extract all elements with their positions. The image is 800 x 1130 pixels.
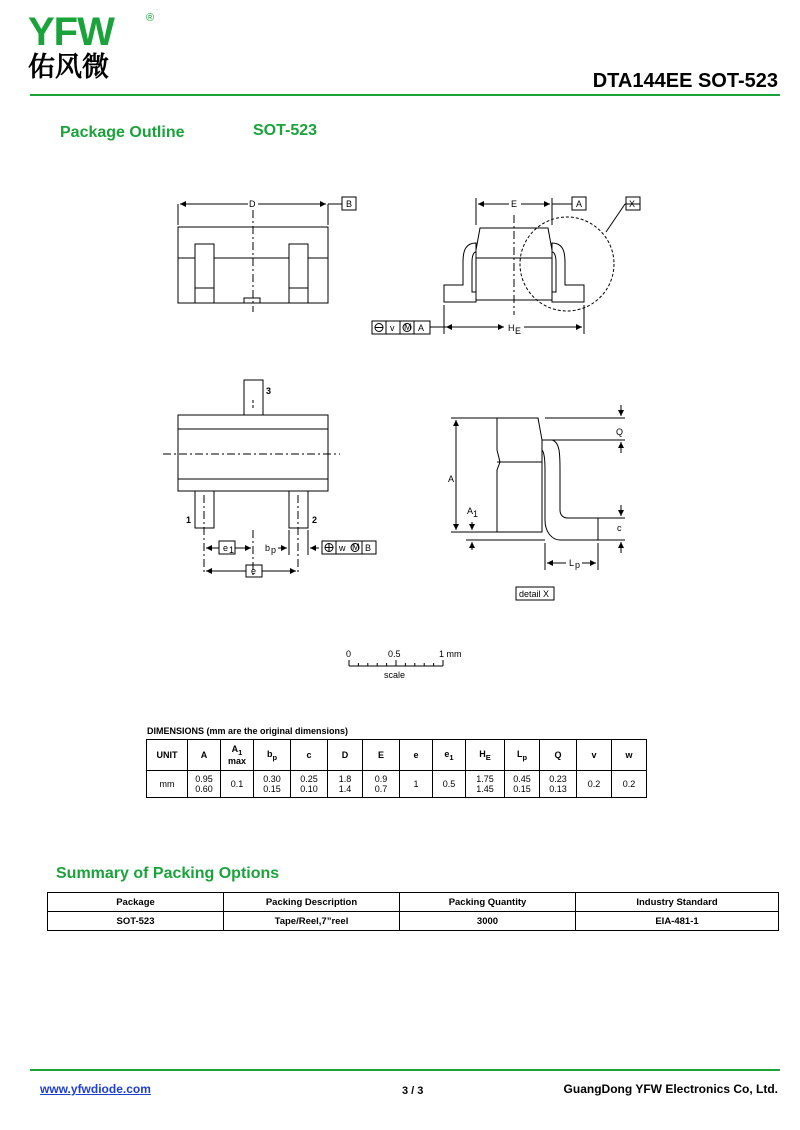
detail-x-label: detail X [519,589,550,599]
packing-value-standard: EIA-481-1 [576,912,779,931]
dim-label-A1: A [467,506,474,516]
value-A: 0.95 0.60 [188,771,221,798]
value-bp: 0.30 0.15 [254,771,291,798]
dimensions-header-row [147,740,647,771]
value-w: 0.2 [612,771,647,798]
value-A1: 0.1 [221,771,254,798]
dim-label-e1-sub: 1 [229,545,235,555]
packing-header-quantity: Packing Quantity [400,893,576,912]
scale-tick-1mm: 1 mm [439,649,462,659]
packing-value-quantity: 3000 [400,912,576,931]
dim-label-bp: b [265,543,271,553]
datum-B-label: B [346,199,353,209]
company-name: GuangDong YFW Electronics Co, Ltd. [563,1082,778,1096]
dim-label-c: c [617,523,622,533]
package-outline-heading: Package Outline [60,124,185,141]
fc-M-label: M [404,322,412,332]
website-link[interactable]: www.yfwdiode.com [40,1082,151,1096]
header-w: w [612,740,647,771]
top-view [178,197,356,312]
package-name-heading: SOT-523 [253,122,318,139]
packing-value-row [48,912,779,931]
footer-rule [30,1069,780,1071]
dimensions-value-row [147,771,647,798]
dim-label-A: A [448,474,455,484]
value-Lp: 0.45 0.15 [505,771,540,798]
header-unit: UNIT [147,740,188,771]
header-D: D [328,740,363,771]
dim-label-e1: e [223,543,229,553]
packing-table [47,892,779,931]
value-E: 0.9 0.7 [363,771,400,798]
value-HE: 1.75 1.45 [466,771,505,798]
value-unit: mm [147,771,188,798]
logo-text: YFW [28,10,114,54]
datum-A-label: A [576,199,583,209]
dim-label-bp-sub: p [271,545,277,555]
scale-label: scale [384,670,406,680]
detail-X-marker: X [629,199,636,209]
scale-tick-0: 0 [346,649,352,659]
dim-label-Lp-sub: p [575,560,581,570]
header-c: c [291,740,328,771]
scale-bar [349,660,443,666]
dim-label-A1-sub: 1 [473,509,479,519]
packing-value-package: SOT-523 [48,912,224,931]
packing-header-standard: Industry Standard [576,893,779,912]
header-e1: $e_1$ [433,740,466,771]
detail-x-view [451,405,625,600]
registered-mark: ® [146,12,155,24]
dimensions-table [146,739,647,798]
value-e: 1 [400,771,433,798]
pin-1-label: 1 [186,515,192,525]
dim-label-Q: Q [616,427,624,437]
value-c: 0.25 0.10 [291,771,328,798]
header-e: e [400,740,433,771]
value-e1: 0.5 [433,771,466,798]
header-Q: Q [540,740,577,771]
pin-2-label: 2 [312,515,318,525]
page-number: 3 / 3 [402,1085,424,1097]
packing-header-row [48,893,779,912]
dim-label-E: E [511,199,518,209]
packing-value-description: Tape/Reel,7”reel [224,912,400,931]
header-A: A [188,740,221,771]
packing-header-package: Package [48,893,224,912]
header-Lp: $L_p$ [505,740,540,771]
header-v: v [577,740,612,771]
value-Q: 0.23 0.13 [540,771,577,798]
side-view [372,197,640,334]
dim-label-Lp: L [569,558,575,568]
fc-v-label: v [390,323,395,333]
packing-header-description: Packing Description [224,893,400,912]
value-v: 0.2 [577,771,612,798]
header-E: E [363,740,400,771]
fc-B-label: B [365,543,372,553]
dim-label-D: D [249,199,256,209]
dim-label-e: e [251,566,257,576]
header-HE: $H_E$ [466,740,505,771]
dimensions-caption: DIMENSIONS (mm are the original dimensions) [147,726,349,736]
pin-3-label: 3 [266,386,272,396]
dim-label-HE-sub: E [515,326,522,336]
dim-label-HE: H [508,323,515,333]
logo-chinese-name: 佑风微 [28,52,109,83]
part-title: DTA144EE SOT-523 [592,70,778,92]
fc-M2-label: M [352,542,360,552]
fc-w-label: w [339,543,346,553]
packing-summary-heading: Summary of Packing Options [56,865,280,882]
header-bp: $b_p$ [254,740,291,771]
scale-tick-0.5: 0.5 [388,649,401,659]
header-A1: $A_1$ max [221,740,254,771]
value-D: 1.8 1.4 [328,771,363,798]
fc-A-label: A [418,323,425,333]
